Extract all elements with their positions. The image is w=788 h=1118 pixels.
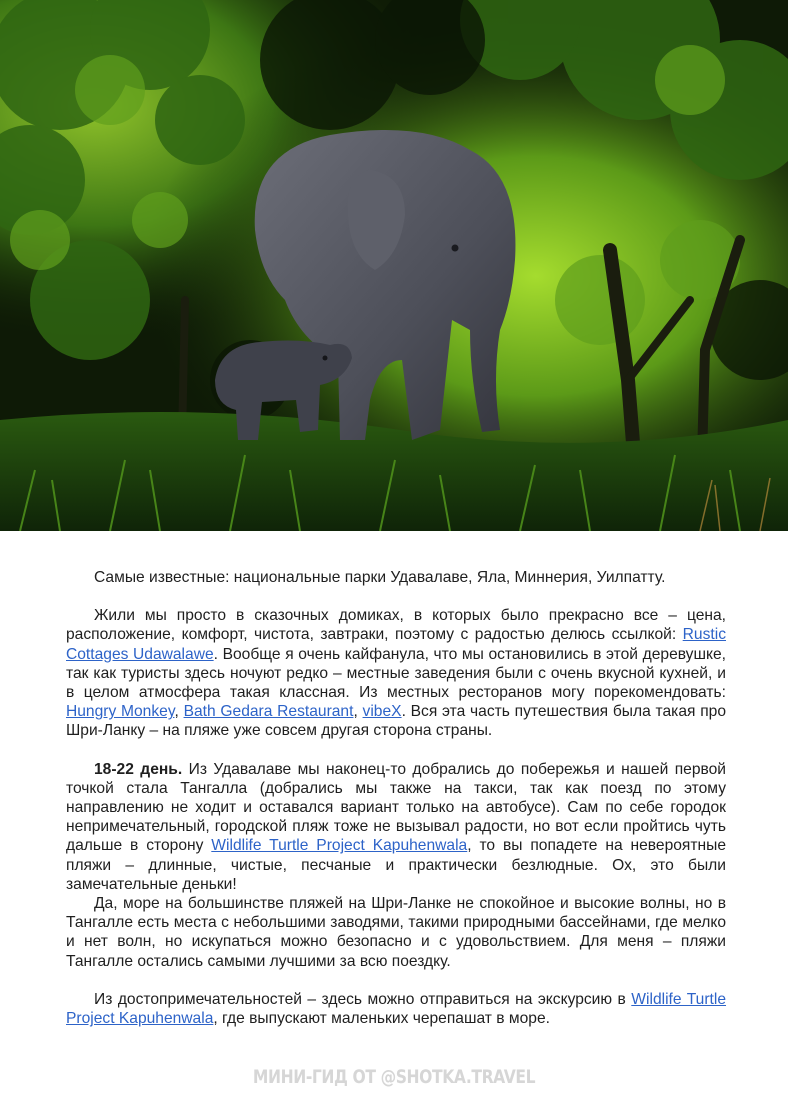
stay-separator-2: , xyxy=(353,703,363,721)
tangalla-text-1: Из Удавалаве мы наконец-то добрались до побережья и нашей первой точкой стала Тангалла (добрались мы также на такси, так как поезд по этому направлению не ходит и оставался вариант только на автобусе). Сам по себе городок непримечательный, городской пляж тоже не вызывал радости, но вот если пройтись чуть дальше в сторону xyxy=(66,760,726,855)
day-heading: 18-22 день. xyxy=(94,760,183,778)
sights-text-2: , где выпускают маленьких черепашат в море. xyxy=(213,1010,550,1028)
stay-text-1: Жили мы просто в сказочных домиках, в которых было прекрасно все – цена, расположение, комфорт, чистота, завтраки, поэтому с радостью делюсь ссылкой: xyxy=(66,607,726,644)
turtle-project-link-2[interactable]: Wildlife Turtle Project Kapuhenwala xyxy=(66,990,727,1028)
rustic-cottages-link[interactable]: Rustic Cottages Udawalawe xyxy=(66,626,726,663)
paragraph-tangalla xyxy=(66,760,726,894)
footer-credit: МИНИ-ГИД ОТ @SHOTKA.TRAVEL xyxy=(252,1066,536,1088)
paragraph-stay xyxy=(66,606,726,740)
stay-text-2: . Вообще я очень кайфанула, что мы остановились в этой деревушке, так как туристы здесь ночуют редко – местные заведения были с очень вкусной кухней, и в целом атмосфера такая классная. Из местных ресторанов могу порекомендовать: xyxy=(66,645,726,702)
bath-gedara-link[interactable]: Bath Gedara Restaurant xyxy=(183,703,354,721)
sea-text: Да, море на большинстве пляжей на Шри-Ланке не спокойное и высокие волны, но в Тангалле есть места с небольшими заводями, такими природными бассейнами, где мелко и нет волн, но искупаться можно безопасно и с удовольствием. Для меня – пляжи Тангалле остались самыми лучшими за всю поездку. xyxy=(66,895,726,970)
hungry-monkey-link[interactable]: Hungry Monkey xyxy=(66,703,175,721)
paragraph-sea xyxy=(66,894,726,971)
stay-separator-1: , xyxy=(174,703,184,721)
turtle-project-link[interactable]: Wildlife Turtle Project Kapuhenwala xyxy=(211,837,468,855)
parks-text: Самые известные: национальные парки Удавалаве, Яла, Миннерия, Уилпатту. xyxy=(94,569,666,586)
vibex-link[interactable]: vibeX xyxy=(362,703,402,721)
paragraph-parks xyxy=(66,568,726,587)
stay-text-3: . Вся эта часть путешествия была такая про Шри-Ланку – на пляже уже совсем другая сторона страны. xyxy=(66,703,726,740)
elephant-illustration xyxy=(0,0,788,531)
elephant-photo xyxy=(0,0,788,531)
article-text xyxy=(66,568,726,1028)
tangalla-text-2: , то вы попадете на невероятные пляжи – длинные, чистые, песчаные и практически безлюдные. Ох, это были замечательные деньки! xyxy=(66,837,726,893)
paragraph-sights xyxy=(66,990,726,1028)
sights-text-1: Из достопримечательностей – здесь можно отправиться на экскурсию в xyxy=(94,990,632,1008)
